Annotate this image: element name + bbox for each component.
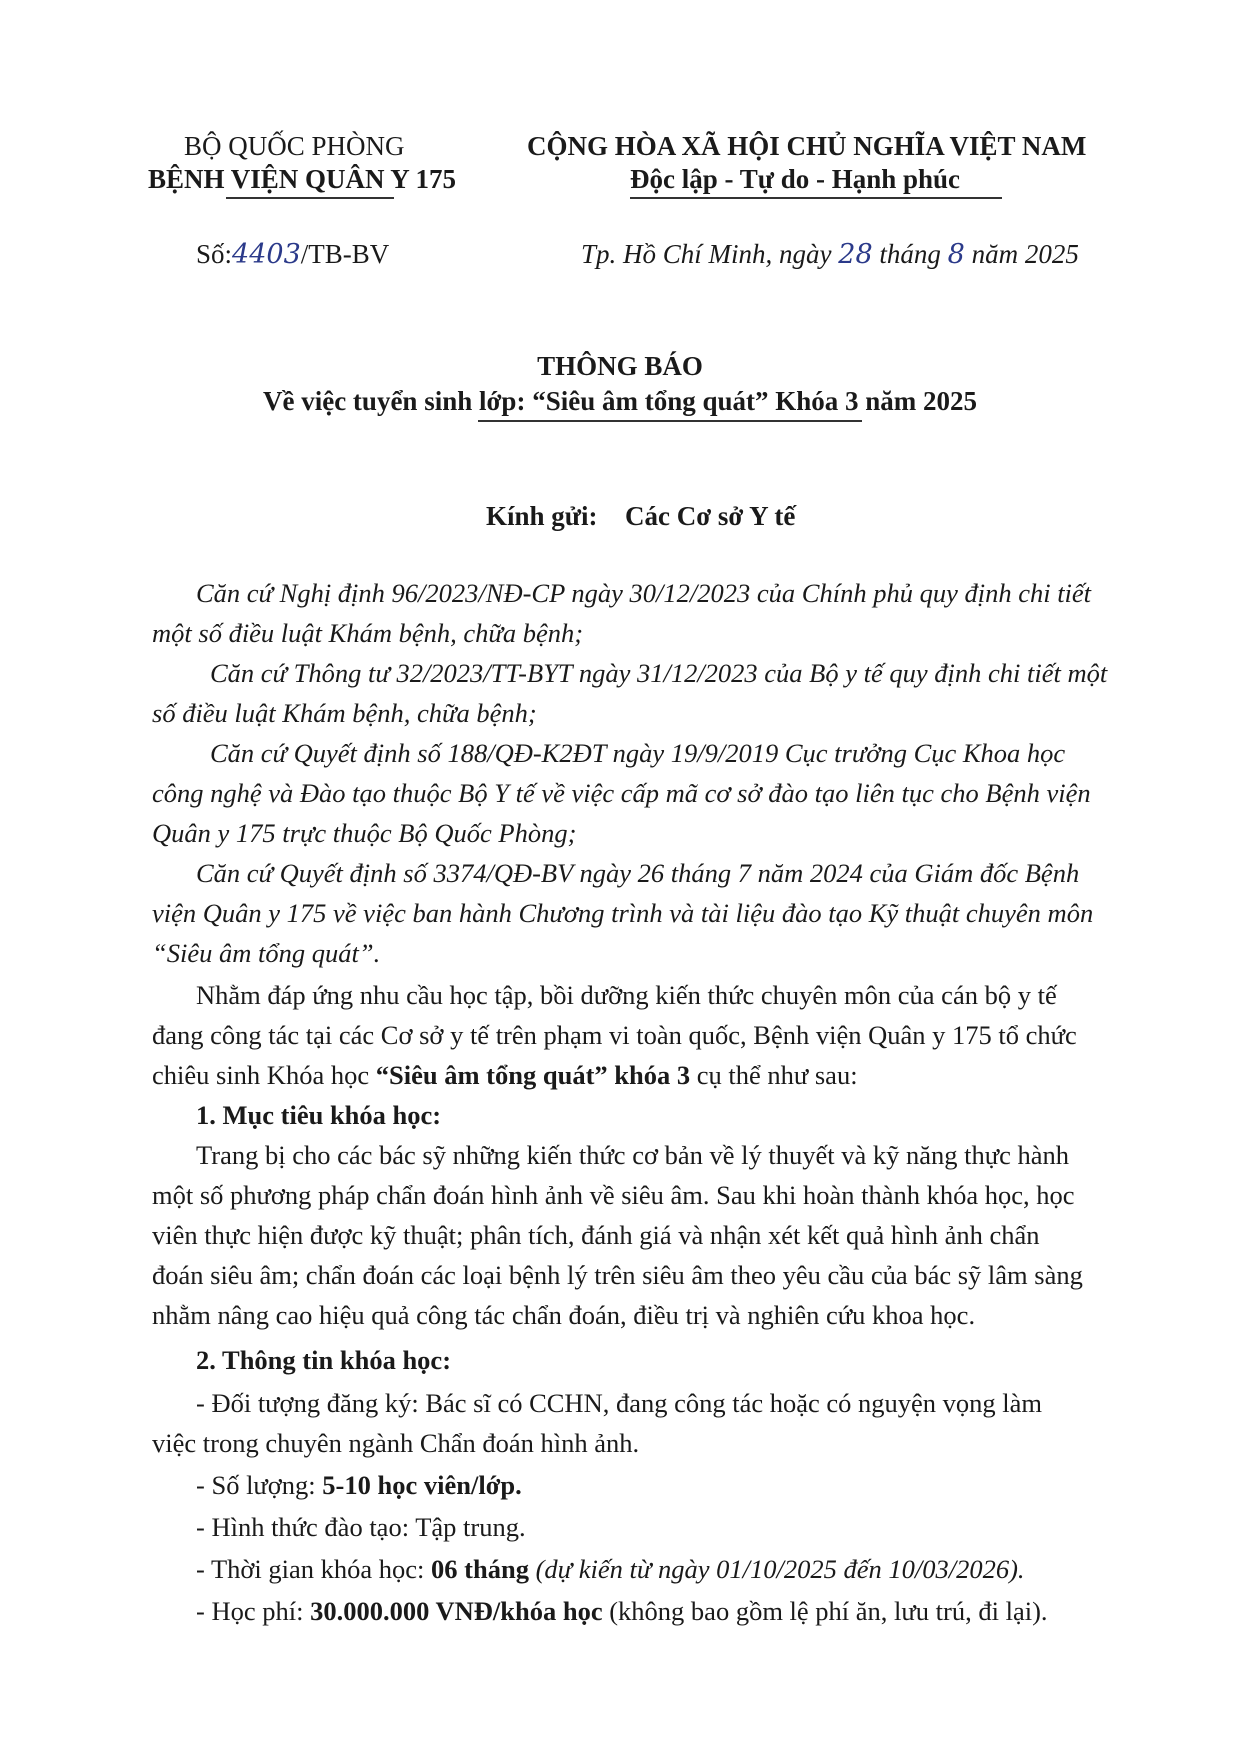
intro-line3-c: cụ thể như sau: [690,1060,858,1090]
section2-duration [196,1554,1025,1585]
document-title: THÔNG BÁO [537,351,703,381]
quantity-value: 5-10 học viên/lớp. [322,1470,522,1500]
section1-line5: nhằm nâng cao hiệu quả công tác chẩn đoán, điều trị và nghiên cứu khoa học. [152,1300,976,1330]
document-subtitle: Về việc tuyển sinh lớp: “Siêu âm tổng quát” Khóa 3 năm 2025 [262,386,978,416]
republic-name: CỘNG HÒA XÃ HỘI CHỦ NGHĨA VIỆT NAM [527,131,1087,161]
intro-line3 [152,1060,858,1091]
fee-label: - Học phí: [196,1596,311,1626]
hospital-underline [226,197,394,199]
legal-basis-2-line2: số điều luật Khám bệnh, chữa bệnh; [152,698,537,728]
date-month-label: tháng [879,239,941,269]
date-day: 28 [838,239,873,270]
doc-number-suffix: /TB-BV [300,239,390,269]
quantity-label: - Số lượng: [196,1470,323,1500]
place-date [581,238,1079,271]
subtitle-underline [478,420,862,422]
section1-line1: Trang bị cho các bác sỹ những kiến thức cơ bản về lý thuyết và kỹ năng thực hành [196,1140,1069,1170]
section1-line4: đoán siêu âm; chẩn đoán các loại bệnh lý trên siêu âm theo yêu cầu của bác sỹ lâm sàng [152,1260,1083,1290]
section1-heading: 1. Mục tiêu khóa học: [196,1100,442,1130]
legal-basis-4-line2: viện Quân y 175 về việc ban hành Chương trình và tài liệu đào tạo Kỹ thuật chuyên môn [152,898,1094,928]
document-number [196,238,389,271]
legal-basis-3-line2: công nghệ và Đào tạo thuộc Bộ Y tế về việc cấp mã cơ sở đào tạo liên tục cho Bệnh viện [152,778,1091,808]
section2-target-line2: việc trong chuyên ngành Chẩn đoán hình ảnh. [152,1428,640,1458]
legal-basis-1-line1: Căn cứ Nghị định 96/2023/NĐ-CP ngày 30/12/2023 của Chính phủ quy định chi tiết [196,578,1092,608]
legal-basis-1-line2: một số điều luật Khám bệnh, chữa bệnh; [152,618,584,648]
legal-basis-4-line1: Căn cứ Quyết định số 3374/QĐ-BV ngày 26 tháng 7 năm 2024 của Giám đốc Bệnh [196,858,1080,888]
intro-line2: đang công tác tại các Cơ sở y tế trên phạm vi toàn quốc, Bệnh viện Quân y 175 tổ chức [152,1020,1077,1050]
date-month: 8 [947,239,965,270]
section2-target-line1: - Đối tượng đăng ký: Bác sĩ có CCHN, đang công tác hoặc có nguyện vọng làm [196,1388,1043,1418]
section2-format: - Hình thức đào tạo: Tập trung. [196,1512,526,1542]
legal-basis-4-line3: “Siêu âm tổng quát”. [152,938,381,968]
fee-value: 30.000.000 VNĐ/khóa học [310,1596,603,1626]
hospital-name: BỆNH VIỆN QUÂN Y 175 [148,164,457,194]
ministry-name: BỘ QUỐC PHÒNG [184,131,405,161]
section2-quantity [196,1470,522,1501]
intro-line3-a: chiêu sinh Khóa học [152,1060,376,1090]
section2-fee [196,1596,1048,1627]
legal-basis-3-line3: Quân y 175 trực thuộc Bộ Quốc Phòng; [152,818,577,848]
national-motto: Độc lập - Tự do - Hạnh phúc [630,164,961,194]
recipient-label: Kính gửi: [486,501,598,531]
legal-basis-2-line1: Căn cứ Thông tư 32/2023/TT-BYT ngày 31/12/2023 của Bộ y tế quy định chi tiết một [210,658,1108,688]
doc-number-handwritten: 4403 [232,239,301,270]
motto-underline [630,197,1002,199]
section1-line3: viên thực hiện được kỹ thuật; phân tích, đánh giá và nhận xét kết quả hình ảnh chẩn [152,1220,1040,1250]
fee-note: (không bao gồm lệ phí ăn, lưu trú, đi lại). [602,1596,1048,1626]
doc-number-prefix: Số: [196,239,233,269]
course-name: “Siêu âm tổng quát” khóa 3 [375,1060,691,1090]
recipient [486,500,795,532]
section2-heading: 2. Thông tin khóa học: [196,1345,452,1375]
recipient-name: Các Cơ sở Y tế [624,501,796,531]
date-year: năm 2025 [971,239,1079,269]
intro-line1: Nhằm đáp ứng nhu cầu học tập, bồi dưỡng kiến thức chuyên môn của cán bộ y tế [196,980,1057,1010]
duration-label: - Thời gian khóa học: [196,1554,432,1584]
date-city: Tp. Hồ Chí Minh, ngày [581,239,832,269]
legal-basis-3-line1: Căn cứ Quyết định số 188/QĐ-K2ĐT ngày 19/9/2019 Cục trưởng Cục Khoa học [210,738,1066,768]
duration-value: 06 tháng [431,1554,529,1584]
section1-line2: một số phương pháp chẩn đoán hình ảnh về siêu âm. Sau khi hoàn thành khóa học, học [152,1180,1075,1210]
duration-note: (dự kiến từ ngày 01/10/2025 đến 10/03/2026). [528,1554,1025,1584]
